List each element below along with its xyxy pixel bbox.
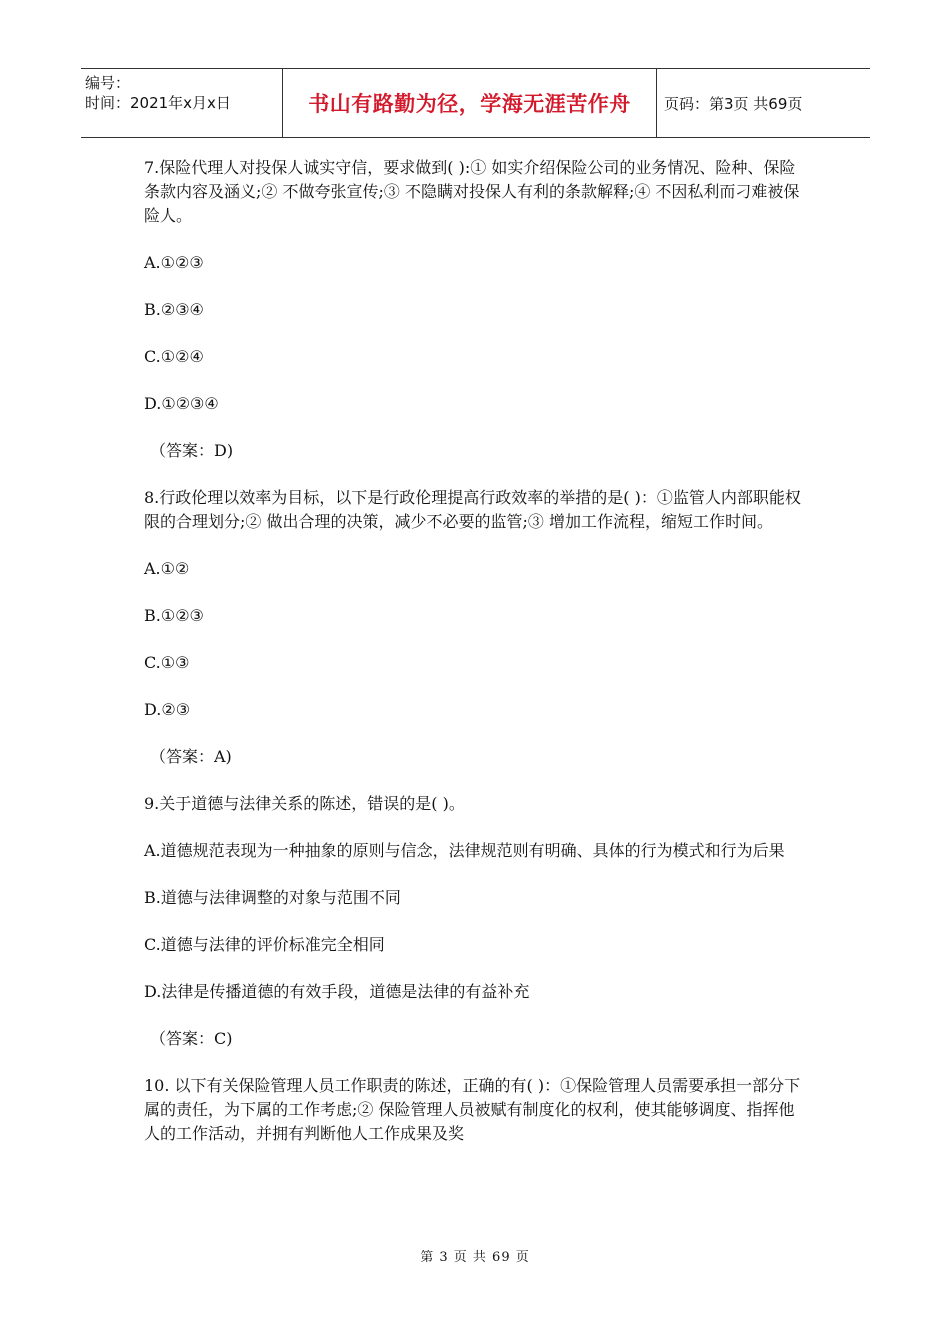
document-date: 时间：2021年x月x日 — [85, 94, 231, 112]
question-stem: 8.行政伦理以效率为目标，以下是行政伦理提高行政效率的举措的是( )：①监管人内部职能权限的合理划分;② 做出合理的决策，减少不必要的监管;③ 增加工作流程，缩短工作时间。 — [144, 488, 801, 531]
question-9 — [144, 792, 808, 1051]
header-motto-cell — [282, 69, 657, 137]
answer: （答案：D) — [150, 441, 234, 460]
header-meta — [81, 69, 282, 137]
header-page-info — [656, 69, 870, 137]
option-d: D.②③ — [144, 700, 191, 719]
motto-text: 书山有路勤为径，学海无涯苦作舟 — [308, 92, 631, 116]
question-stem: 7.保险代理人对投保人诚实守信，要求做到( ):① 如实介绍保险公司的业务情况、险种、保险条款内容及涵义;② 不做夸张宣传;③ 不隐瞒对投保人有利的条款解释;④ 不因私利而刁难被保险人。 — [144, 158, 800, 225]
option-a: A.①②③ — [144, 253, 204, 272]
document-number-label: 编号： — [85, 74, 131, 92]
answer: （答案：A) — [150, 747, 232, 766]
option-d: D.法律是传播道德的有效手段，道德是法律的有益补充 — [144, 982, 530, 1001]
question-stem: 9.关于道德与法律关系的陈述，错误的是( )。 — [144, 794, 465, 813]
page-info-text: 页码：第3页 共69页 — [664, 94, 803, 113]
option-a: A.道德规范表现为一种抽象的原则与信念，法律规范则有明确、具体的行为模式和行为后果 — [144, 841, 785, 860]
option-b: B.①②③ — [144, 606, 204, 625]
option-c: C.①③ — [144, 653, 190, 672]
page-header — [81, 68, 870, 138]
page-footer — [0, 1246, 950, 1265]
option-a: A.①② — [144, 559, 190, 578]
option-d: D.①②③④ — [144, 394, 219, 413]
option-c: C.道德与法律的评价标准完全相同 — [144, 935, 385, 954]
option-c: C.①②④ — [144, 347, 204, 366]
option-b: B.道德与法律调整的对象与范围不同 — [144, 888, 401, 907]
document-body — [144, 156, 808, 1169]
answer: （答案：C) — [150, 1029, 233, 1048]
footer-page-number: 第 3 页 共 69 页 — [420, 1250, 530, 1265]
question-7 — [144, 156, 808, 463]
question-10 — [144, 1074, 808, 1146]
question-8 — [144, 486, 808, 769]
option-b: B.②③④ — [144, 300, 204, 319]
question-stem: 10. 以下有关保险管理人员工作职责的陈述，正确的有( )：①保险管理人员需要承担一部分下属的责任，为下属的工作考虑;② 保险管理人员被赋有制度化的权利，使其能够调度、指挥他人的工作活动，并拥有判断他人工作成果及奖 — [144, 1076, 801, 1143]
